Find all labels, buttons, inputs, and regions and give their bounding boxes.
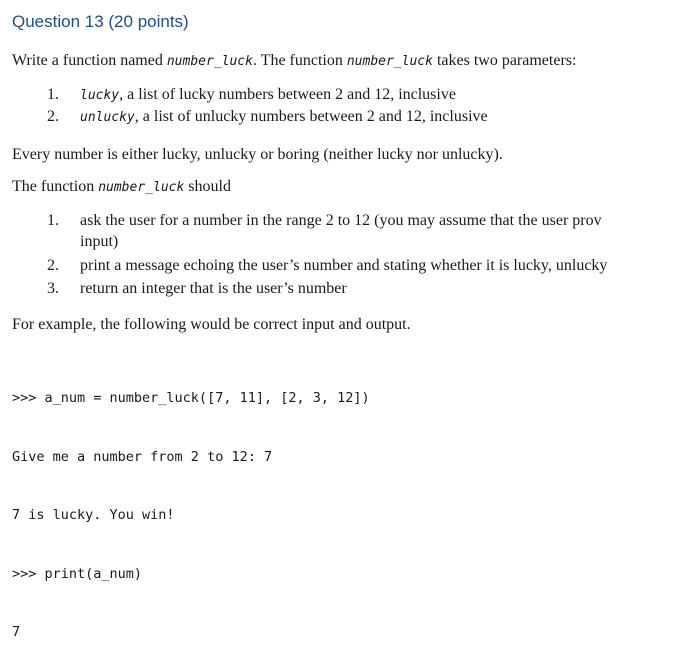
intro-text-pre: Write a function named — [12, 52, 167, 69]
every-number-paragraph: Every number is either lucky, unlucky or boring (neither lucky nor unlucky). — [12, 146, 503, 163]
code-example — [12, 350, 370, 662]
question-title: Question 13 (20 points) — [12, 12, 189, 31]
should-text-pre: The function — [12, 178, 99, 195]
should-paragraph — [12, 178, 231, 196]
list-number: 1. — [47, 212, 59, 229]
list-number: 3. — [47, 280, 59, 297]
code-line: Give me a number from 2 to 12: 7 — [12, 448, 273, 465]
list-number: 2. — [47, 257, 59, 274]
intro-text-post: takes two parameters: — [432, 52, 577, 69]
code-line: >>> a_num = number_luck([7, 11], [2, 3, 12]) — [12, 390, 370, 406]
param-description: , a list of lucky numbers between 2 and 12, inclusive — [119, 86, 456, 103]
param-name: unlucky — [80, 110, 135, 125]
function-name: number_luck — [346, 54, 433, 69]
intro-paragraph — [12, 52, 576, 70]
step-text: print a message echoing the user’s number and stating whether it is lucky, unlucky — [80, 257, 608, 274]
step-text: return an integer that is the user’s number — [80, 280, 347, 297]
function-name: number_luck — [166, 54, 253, 69]
function-name: number_luck — [98, 180, 185, 195]
example-intro: For example, the following would be correct input and output. — [12, 316, 411, 333]
list-number: 2. — [47, 108, 59, 125]
param-description: , a list of unlucky numbers between 2 and 12, inclusive — [134, 108, 488, 125]
code-line: >>> print(a_num) — [12, 565, 143, 582]
step-text: input) — [80, 233, 119, 250]
code-line: 7 — [12, 624, 21, 640]
param-name: lucky — [80, 88, 120, 103]
code-line: 7 is lucky. You win! — [12, 507, 175, 523]
should-text-post: should — [184, 178, 231, 195]
intro-text-mid: . The function — [252, 52, 347, 69]
list-number: 1. — [47, 86, 59, 103]
step-text: ask the user for a number in the range 2 to 12 (you may assume that the user prov — [80, 212, 602, 229]
